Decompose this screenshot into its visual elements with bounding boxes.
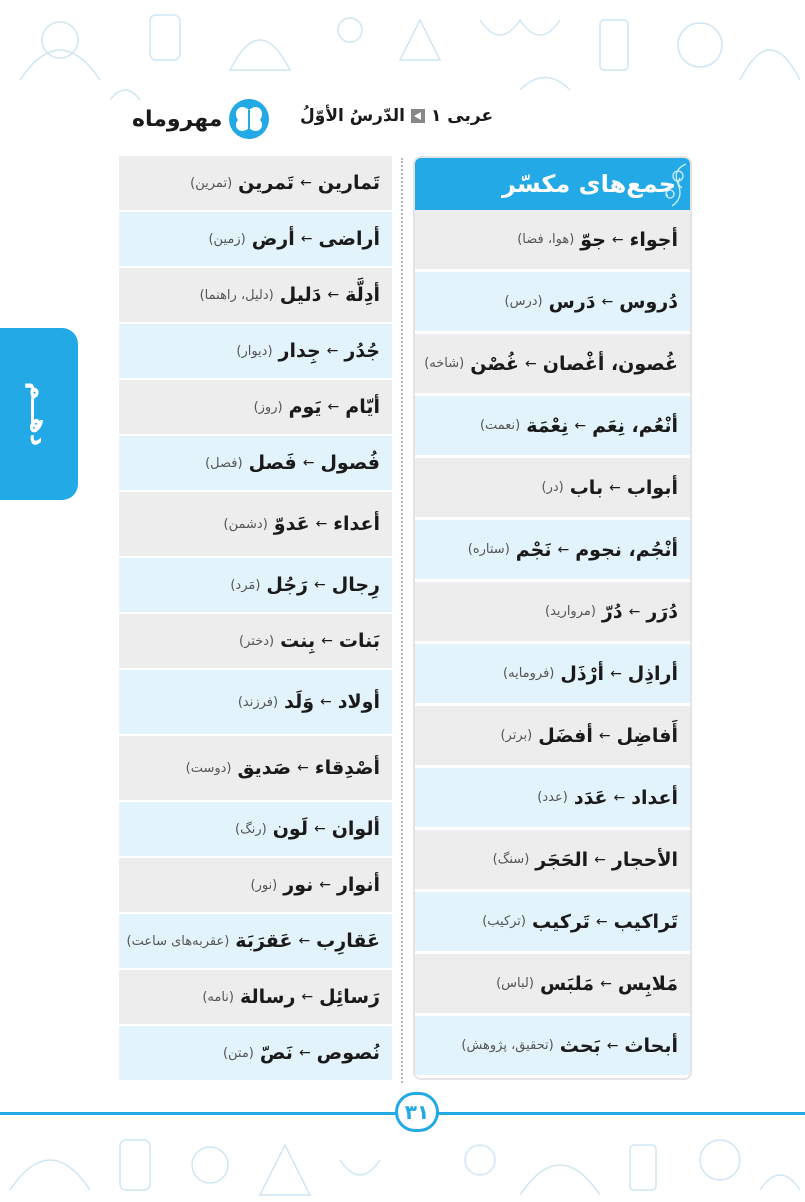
plural-word: أبحاث (624, 1034, 678, 1057)
meaning: (عقربه‌های ساعت) (126, 933, 230, 949)
plural-word: غُصون، أغْصان (542, 352, 678, 375)
arrow-icon: ← (610, 665, 622, 682)
plural-word: أراضى (318, 228, 380, 250)
arrow-icon: ← (609, 479, 621, 496)
plural-word: جُدُر (344, 340, 380, 362)
singular-word: مَلبَس (539, 972, 595, 995)
lesson-label: الدّرسُ الأوّلُ (300, 106, 405, 126)
plural-word: مَلابِس (617, 972, 678, 995)
list-item (119, 614, 392, 668)
meaning: (تمرین) (190, 175, 233, 191)
singular-word: دَليل (279, 284, 322, 306)
arrow-icon: ← (298, 933, 311, 949)
arrow-icon: ← (320, 694, 332, 710)
plural-word: أَفاضِل (616, 724, 678, 747)
list-item (415, 458, 690, 517)
singular-word: رسالة (239, 986, 296, 1008)
singular-word: تَركيب (532, 910, 590, 933)
arrow-icon: ← (326, 343, 339, 359)
singular-word: يَوم (288, 396, 322, 418)
list-item (119, 380, 392, 434)
meaning: (دشمن) (223, 516, 268, 532)
list-item (415, 830, 690, 889)
singular-word: نِعْمَة (526, 414, 569, 437)
page-header (0, 92, 805, 148)
singular-word: غُصْن (470, 352, 520, 375)
plural-word: أيّام (345, 396, 380, 418)
list-item (415, 768, 690, 827)
meaning: (مروارید) (545, 604, 596, 619)
meaning: (دلیل، راهنما) (199, 287, 274, 303)
singular-word: جِدار (278, 340, 321, 362)
meaning: (سنگ) (492, 852, 530, 867)
singular-word: الحَجَر (535, 848, 589, 871)
meaning: (هوا، فضا) (517, 232, 575, 247)
singular-word: أرض (251, 228, 295, 250)
arrow-icon: ← (327, 399, 340, 415)
arrow-icon: ← (300, 231, 313, 247)
singular-word: بَحث (559, 1034, 601, 1057)
list-item (415, 706, 690, 765)
arrow-icon: ← (628, 603, 641, 620)
meaning: (روز) (253, 399, 283, 415)
meaning: (عدد) (537, 790, 568, 805)
left-column (119, 156, 392, 1082)
arrow-icon: ← (321, 633, 333, 649)
list-item (415, 210, 690, 269)
plural-word: نُصوص (316, 1042, 380, 1064)
arrow-icon: ← (297, 760, 309, 776)
singular-word: رَجُل (266, 574, 308, 596)
arrow-icon: ← (600, 975, 612, 992)
arrow-icon: ← (319, 877, 331, 893)
arrow-icon: ← (598, 727, 611, 744)
list-item (415, 954, 690, 1013)
arrow-icon: ← (525, 355, 537, 372)
arrow-icon: ← (327, 287, 340, 303)
meaning: (ستاره) (467, 542, 510, 557)
singular-word: عَقرَبَة (235, 930, 293, 952)
plural-word: دُروس (619, 290, 678, 313)
singular-word: دَرس (548, 290, 596, 313)
list-item (119, 268, 392, 322)
singular-word: باب (569, 476, 604, 499)
plural-word: عَقارِب (316, 930, 380, 952)
singular-word: نَصّ (259, 1042, 293, 1064)
arrow-icon: ← (298, 1045, 311, 1061)
meaning: (شاخه) (424, 356, 465, 371)
meaning: (دوست) (185, 760, 232, 776)
list-item (119, 492, 392, 556)
plural-word: أعداد (631, 786, 678, 809)
list-item (119, 212, 392, 266)
list-item (415, 582, 690, 641)
singular-word: وَلَد (284, 691, 315, 713)
meaning: (دیوار) (236, 343, 273, 359)
arrow-icon: ← (300, 175, 312, 191)
meaning: (فصل) (205, 455, 243, 471)
plural-word: أدِلَّة (345, 284, 380, 306)
arrow-icon: ← (301, 989, 314, 1005)
singular-word: لَون (272, 818, 308, 840)
grade-side-tab (0, 328, 78, 500)
meaning: (زمین) (208, 231, 246, 247)
singular-word: أفضَل (538, 724, 593, 747)
arrow-icon: ← (611, 231, 624, 248)
course-label: عربی ۱ (431, 106, 494, 126)
singular-word: عَدوّ (273, 513, 310, 535)
meaning: (ترکیب) (482, 914, 526, 929)
arrow-icon: ← (313, 821, 326, 837)
meaning: (مَرد) (230, 577, 261, 593)
arrow-icon: ← (601, 293, 614, 310)
singular-word: تَمرين (238, 172, 295, 194)
list-item (119, 736, 392, 800)
list-item (119, 858, 392, 912)
meaning: (تحقیق، پژوهش) (461, 1038, 554, 1053)
singular-word: صَديق (237, 757, 292, 779)
meaning: (فرزند) (237, 694, 279, 710)
plural-word: بَنات (338, 630, 380, 652)
plural-word: رِجال (331, 574, 380, 596)
list-item (119, 1026, 392, 1080)
singular-word: بِنت (280, 630, 316, 652)
arrow-icon: ← (594, 851, 606, 868)
meaning: (برتر) (500, 728, 533, 743)
meaning: (نعمت) (479, 418, 521, 433)
arrow-icon: ← (302, 455, 315, 471)
floral-ornament-icon (652, 158, 690, 210)
list-item (119, 802, 392, 856)
arrow-icon: ← (314, 577, 326, 593)
singular-word: عَدَد (573, 786, 608, 809)
right-column (413, 156, 692, 1080)
grade-label: دهــم (25, 381, 53, 447)
plural-word: أجواء (629, 228, 678, 251)
plural-word: تَراكيب (613, 910, 678, 933)
plural-word: تَمارين (317, 172, 380, 194)
meaning: (در) (541, 480, 564, 495)
arrow-icon: ← (606, 1037, 619, 1054)
meaning: (فرومایه) (503, 666, 555, 681)
arrow-icon: ← (315, 516, 328, 532)
bottom-doodle-pattern (0, 1120, 805, 1202)
plural-word: أعداء (333, 513, 380, 535)
singular-word: نَجْم (515, 538, 552, 561)
list-item (415, 334, 690, 393)
brand (132, 98, 270, 140)
plural-word: أنْجُم، نجوم (575, 538, 678, 561)
singular-word: فَصل (248, 452, 297, 474)
plural-word: أبواب (626, 476, 678, 499)
singular-word: أرْذَل (560, 662, 605, 685)
plural-word: أنْعُم، نِعَم (592, 414, 678, 437)
plural-word: أنوار (336, 874, 380, 896)
plural-word: أولاد (337, 691, 380, 713)
arrow-icon: ← (574, 417, 587, 434)
list-item (119, 156, 392, 210)
meaning: (درس) (504, 294, 543, 309)
list-item (119, 558, 392, 612)
plural-word: فُصول (320, 452, 380, 474)
column-divider (401, 158, 403, 1083)
plural-word: أصْدِقاء (314, 757, 380, 779)
list-item (119, 670, 392, 734)
list-item (415, 892, 690, 951)
list-item (415, 272, 690, 331)
singular-word: دُرّ (601, 600, 623, 623)
arrow-icon: ← (595, 913, 608, 930)
butterfly-logo-icon (228, 98, 270, 140)
section-title-bar (415, 158, 690, 210)
page-number: ۳۱ (395, 1092, 439, 1132)
meaning: (متن) (222, 1045, 254, 1061)
list-item (415, 1016, 690, 1075)
section-title: جمع‌های مکسّر (502, 170, 676, 198)
list-item (415, 644, 690, 703)
plural-word: الأحجار (611, 848, 678, 871)
plural-word: أراذِل (627, 662, 678, 685)
list-item (119, 914, 392, 968)
plural-word: ألوان (331, 818, 380, 840)
meaning: (نور) (250, 877, 278, 893)
breadcrumb (300, 106, 493, 126)
meaning: (لباس) (496, 976, 534, 991)
singular-word: جوّ (580, 228, 606, 251)
list-item (415, 396, 690, 455)
arrow-icon: ← (613, 789, 626, 806)
list-item (119, 970, 392, 1024)
arrow-icon: ← (557, 541, 570, 558)
list-item (119, 436, 392, 490)
arrow-left-icon (411, 109, 425, 123)
singular-word: نور (283, 874, 314, 896)
list-item (415, 520, 690, 579)
meaning: (نامه) (202, 989, 234, 1005)
meaning: (دختر) (239, 633, 275, 649)
brand-name: مهروماه (132, 106, 223, 132)
meaning: (رنگ) (235, 821, 267, 837)
plural-word: دُرَر (646, 600, 678, 623)
list-item (119, 324, 392, 378)
plural-word: رَسائِل (319, 986, 380, 1008)
